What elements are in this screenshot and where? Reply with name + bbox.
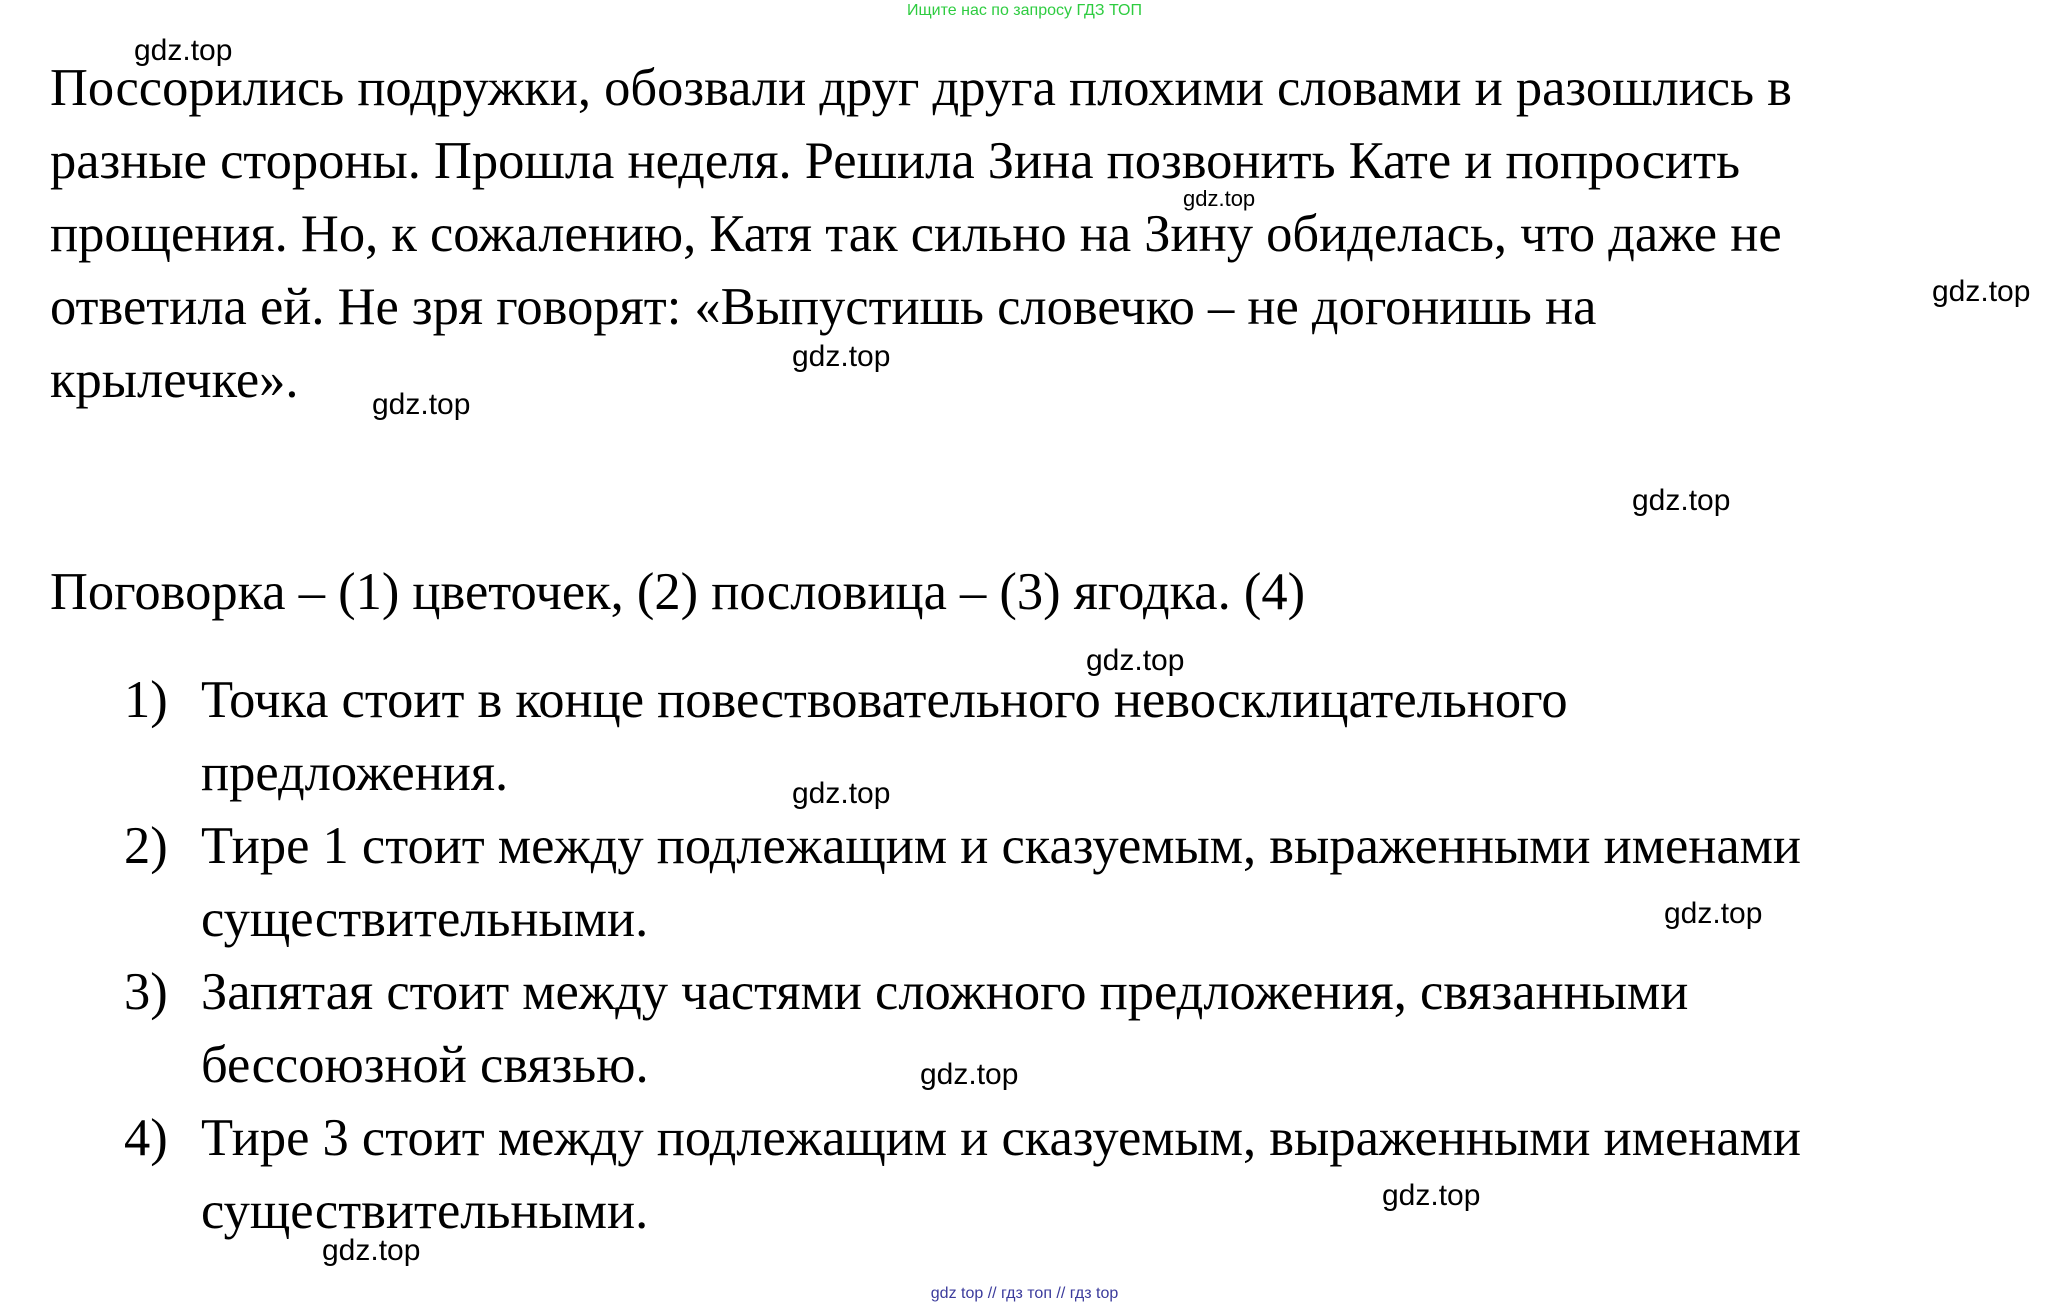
top-banner: Ищите нас по запросу ГДЗ ТОП — [907, 2, 1142, 19]
list-item-number: 4) — [124, 1109, 168, 1167]
watermark: gdz.top — [134, 34, 233, 67]
watermark: gdz.top — [792, 340, 891, 373]
list-item-line: Тире 3 стоит между подлежащим и сказуемым, выраженными именами — [201, 1109, 1801, 1167]
list-item-line: Тире 1 стоит между подлежащим и сказуемым, выраженными именами — [201, 817, 1801, 875]
paragraph-line: ответила ей. Не зря говорят: «Выпустишь словечко – не догонишь на — [50, 278, 1597, 336]
list-item — [0, 956, 2049, 1102]
watermark: gdz.top — [1382, 1179, 1481, 1212]
watermark: gdz.top — [322, 1234, 421, 1267]
paragraph-line: разные стороны. Прошла неделя. Решила Зина позвонить Кате и попросить — [50, 132, 1741, 190]
list-item-line: предложения. — [201, 744, 509, 802]
watermark: gdz.top — [1932, 275, 2031, 308]
list-item-number: 2) — [124, 817, 168, 875]
paragraph-line: Поссорились подружки, обозвали друг друга плохими словами и разошлись в — [50, 59, 1792, 117]
watermark: gdz.top — [1664, 897, 1763, 930]
footer-links: gdz top // гдз топ // гдз top — [930, 1285, 1119, 1302]
watermark: gdz.top — [792, 777, 891, 810]
list-item — [0, 664, 2049, 810]
list-item-line: существительными. — [201, 1182, 649, 1240]
list-item-line: бессоюзной связью. — [201, 1036, 649, 1094]
paragraph-line: прощения. Но, к сожалению, Катя так сильно на Зину обиделась, что даже не — [50, 205, 1782, 263]
list-item-line: существительными. — [201, 890, 649, 948]
watermark: gdz.top — [372, 388, 471, 421]
list-item — [0, 1102, 2049, 1248]
explanation-list — [0, 664, 2049, 1248]
paragraph-line: крылечке». — [50, 351, 299, 409]
list-item-line: Точка стоит в конце повествовательного невосклицательного — [201, 671, 1568, 729]
watermark: gdz.top — [1632, 484, 1731, 517]
watermark: gdz.top — [920, 1058, 1019, 1091]
story-paragraph — [50, 52, 2040, 417]
watermark: gdz.top — [1086, 644, 1185, 677]
list-item-number: 1) — [124, 671, 168, 729]
list-item-line: Запятая стоит между частями сложного предложения, связанными — [201, 963, 1689, 1021]
list-item — [0, 810, 2049, 956]
list-item-number: 3) — [124, 963, 168, 1021]
watermark: gdz.top — [1183, 186, 1256, 211]
proverb-line: Поговорка – (1) цветочек, (2) пословица – (3) ягодка. (4) — [50, 563, 1306, 621]
